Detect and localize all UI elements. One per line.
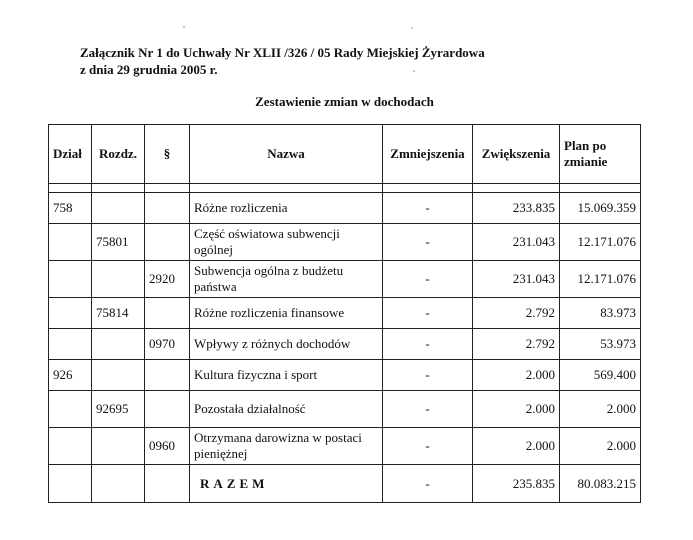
cell-paragraph	[145, 391, 190, 428]
cell-zmniejszenia: -	[383, 224, 473, 261]
header-plan-po-zmianie	[560, 125, 641, 184]
cell-nazwa: Różne rozliczenia finansowe	[190, 298, 383, 329]
spacer-cell	[383, 184, 473, 193]
cell-dzial	[49, 465, 92, 503]
cell-zmniejszenia: -	[383, 298, 473, 329]
cell-total-zmniejszenia: -	[383, 465, 473, 503]
scan-speck	[413, 70, 415, 72]
cell-nazwa: Wpływy z różnych dochodów	[190, 329, 383, 360]
header-plan-line-2: zmianie	[564, 154, 608, 169]
cell-zmniejszenia: -	[383, 391, 473, 428]
cell-paragraph: 0960	[145, 428, 190, 465]
cell-zwiekszenia: 2.792	[473, 298, 560, 329]
cell-plan: 53.973	[560, 329, 641, 360]
spacer-cell	[145, 184, 190, 193]
table-row	[49, 224, 641, 261]
cell-zwiekszenia: 2.792	[473, 329, 560, 360]
header-zwiekszenia: Zwiększenia	[473, 125, 560, 184]
cell-plan: 2.000	[560, 391, 641, 428]
spacer-cell	[49, 184, 92, 193]
cell-dzial	[49, 261, 92, 298]
cell-zwiekszenia: 231.043	[473, 224, 560, 261]
cell-dzial	[49, 391, 92, 428]
total-label: RAZEM	[200, 475, 269, 491]
table-row	[49, 298, 641, 329]
scan-speck	[183, 26, 185, 28]
cell-paragraph: 2920	[145, 261, 190, 298]
spacer-cell	[190, 184, 383, 193]
cell-dzial	[49, 329, 92, 360]
cell-paragraph	[145, 224, 190, 261]
cell-rozdz	[92, 329, 145, 360]
cell-plan: 12.171.076	[560, 261, 641, 298]
cell-rozdz	[92, 360, 145, 391]
cell-rozdz	[92, 428, 145, 465]
cell-zwiekszenia: 2.000	[473, 428, 560, 465]
cell-dzial	[49, 428, 92, 465]
cell-zmniejszenia: -	[383, 329, 473, 360]
cell-paragraph	[145, 298, 190, 329]
cell-nazwa: Różne rozliczenia	[190, 193, 383, 224]
cell-zwiekszenia: 2.000	[473, 391, 560, 428]
scan-speck	[411, 27, 413, 29]
cell-zmniejszenia: -	[383, 360, 473, 391]
table-row	[49, 360, 641, 391]
cell-zmniejszenia: -	[383, 428, 473, 465]
header-nazwa: Nazwa	[190, 125, 383, 184]
table-row	[49, 329, 641, 360]
cell-rozdz: 75814	[92, 298, 145, 329]
cell-paragraph	[145, 360, 190, 391]
heading-line-2: z dnia 29 grudnia 2005 r.	[80, 62, 218, 77]
heading-line-1: Załącznik Nr 1 do Uchwały Nr XLII /326 / 05 Rady Miejskiej Żyrardowa	[80, 45, 485, 60]
cell-plan: 2.000	[560, 428, 641, 465]
spacer-cell	[92, 184, 145, 193]
cell-zmniejszenia: -	[383, 193, 473, 224]
cell-plan: 83.973	[560, 298, 641, 329]
cell-rozdz	[92, 261, 145, 298]
cell-paragraph	[145, 465, 190, 503]
document-title	[0, 94, 693, 110]
cell-nazwa: Część oświatowa subwencji ogólnej	[190, 224, 383, 261]
cell-nazwa: Subwencja ogólna z budżetu państwa	[190, 261, 383, 298]
cell-dzial	[49, 224, 92, 261]
cell-plan: 12.171.076	[560, 224, 641, 261]
document-heading	[80, 44, 485, 78]
header-dzial: Dział	[49, 125, 92, 184]
cell-rozdz	[92, 465, 145, 503]
spacer-row	[49, 184, 641, 193]
cell-nazwa: Kultura fizyczna i sport	[190, 360, 383, 391]
table-row	[49, 428, 641, 465]
cell-dzial: 926	[49, 360, 92, 391]
table-row	[49, 261, 641, 298]
cell-zwiekszenia: 233.835	[473, 193, 560, 224]
changes-table	[48, 124, 641, 503]
cell-nazwa: Otrzymana darowizna w postaci pieniężnej	[190, 428, 383, 465]
header-plan-line-1: Plan po	[564, 138, 607, 153]
header-paragraph: §	[145, 125, 190, 184]
cell-total-plan: 80.083.215	[560, 465, 641, 503]
header-rozdz: Rozdz.	[92, 125, 145, 184]
cell-rozdz: 75801	[92, 224, 145, 261]
cell-paragraph: 0970	[145, 329, 190, 360]
spacer-cell	[560, 184, 641, 193]
spacer-cell	[473, 184, 560, 193]
cell-plan: 15.069.359	[560, 193, 641, 224]
table-row	[49, 391, 641, 428]
cell-plan: 569.400	[560, 360, 641, 391]
cell-total-label	[190, 465, 383, 503]
title-text: Zestawienie zmian w dochodach	[255, 94, 434, 109]
cell-paragraph	[145, 193, 190, 224]
table-row	[49, 193, 641, 224]
total-row	[49, 465, 641, 503]
cell-rozdz	[92, 193, 145, 224]
cell-zmniejszenia: -	[383, 261, 473, 298]
header-zmniejszenia: Zmniejszenia	[383, 125, 473, 184]
cell-rozdz: 92695	[92, 391, 145, 428]
cell-dzial	[49, 298, 92, 329]
cell-nazwa: Pozostała działalność	[190, 391, 383, 428]
cell-zwiekszenia: 2.000	[473, 360, 560, 391]
cell-zwiekszenia: 231.043	[473, 261, 560, 298]
cell-dzial: 758	[49, 193, 92, 224]
cell-total-zwiekszenia: 235.835	[473, 465, 560, 503]
header-row	[49, 125, 641, 184]
